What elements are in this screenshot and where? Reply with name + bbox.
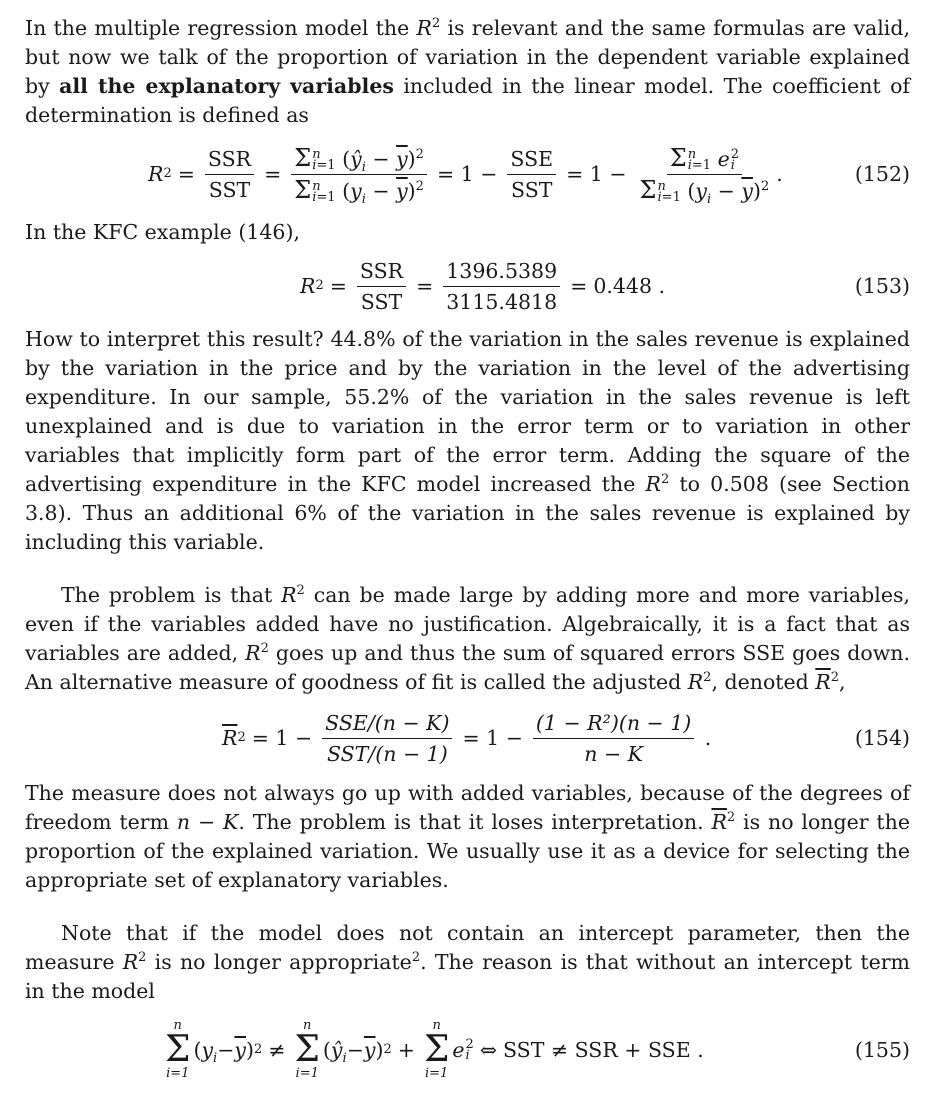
text: to 0.508 (see Section 3.8). Thus an additional 6% of the variation in the sales revenue is explained by including this variable. [25,472,910,554]
bold-text: all the explanatory variables [59,74,394,98]
paragraph-intro: In the multiple regression model the $R^2$ is relevant and the same formulas are valid, but now we talk of the proportion of variation in the dependent variable explained by all the explanatory variables included in the linear model. The coefficient of determination is defined as [25,16,910,127]
equation-number: (153) [854,274,910,298]
text: The measure does not always go up with added variables, because of the degrees of freedom term [25,781,910,834]
equation-155: n Σ i=1 ( $y_i$ − $\overline{y}$ ) 2 ≠ n Σ i=1 ( $ŷ_i$ − $\overline{y}$ ) 2 + n Σ i=1 e 2 i ⇔ SST ≠ SSR + SSE . (155) [165,1018,910,1081]
equation-154: $\overline{R}$ 2 = 1 − $\frac{\text{SSE/(n − K)}}{\text{SST/(n − 1)}}$ = 1 − $\frac{\text{(1 − R²)(n − 1)}}{n - K}$ . (154) [222,710,910,766]
text: can be made large by adding more and more variables, even if the variables added have no justification. Algebraically, it is a fact that as variables are added, [25,583,910,665]
equation-153: R 2 = $\frac{\text{SSR}}{\text{SST}}$ = $\frac{1396.5389}{3115.4818}$ = 0.448 . (153) [300,258,910,314]
r-squared-value: 0.448 [593,274,652,298]
footnote-marker[interactable]: 2 [411,950,421,965]
text: How to interpret this result? 44.8% of the variation in the sales revenue is explained by the variation in the price and by the variation in the level of the advertising expenditure. In our sample, 55.2% of the variation in the sales revenue is left unexplained and is due to variation in the error term or to variation in other variables that implicitly form part of the error term. Adding the square of the advertising expenditure in the KFC model increased the [25,327,910,496]
equation-152: R 2 = $\frac{\text{SSR}}{\text{SST}}$ = Σ n i=1 $(ŷ_i - \overline{y})^2$ Σ n i=1 $(y_i - \overline{y})^2$ = 1 − $\frac{\text{SSE}}{\text{SST}}$ = 1 − Σ n i=1 e 2 i Σ n i=1 $(y_i - \overline{y})^2$ . (152) [148,143,910,207]
sst-label: SST [360,289,403,314]
numerator: (1 − R²)(n − 1) [533,710,694,739]
sst-label: SST [208,177,251,202]
sst-value: 3115.4818 [446,289,558,314]
text: Note that if the model does not contain an intercept parameter, then the measure [25,921,910,974]
math-term: n − K [176,810,239,834]
paragraph-interpretation: How to interpret this result? 44.8% of the variation in the sales revenue is explained by the variation in the price and by the variation in the level of the advertising expenditure. In our sample, 55.2% of the variation in the sales revenue is left unexplained and is due to variation in the error term or to variation in other variables that implicitly form part of the error term. Adding the square of the advertising expenditure in the KFC model increased the $R^2$ to 0.508 (see Section 3.8). Thus an additional 6% of the variation in the sales revenue is explained by including this variable. [25,327,910,554]
sst-label: SST [511,177,553,202]
paragraph-kfc: In the KFC example (146), [25,220,300,244]
text: . The problem is that it loses interpretation. [238,810,712,834]
page [25,14,910,1094]
equation-number: (155) [854,1038,910,1062]
paragraph-intercept: Note that if the model does not contain an intercept parameter, then the measure $R^2$ is no longer appropriate$^2$. The reason is that without an intercept term in the model [25,921,910,1003]
text: . The reason is that without an intercept term in the model [25,950,910,1003]
ssr-label: SSR [205,146,254,175]
equation-number: (154) [854,726,910,750]
text: , denoted [711,670,816,694]
text: is relevant and the same formulas are valid, but now we talk of the proportion of variation in the dependent variable explained by [25,16,910,98]
paragraph-adjusted: The measure does not always go up with added variables, because of the degrees of freedom term n − K. The problem is that it loses interpretation. $\overline{R}^2$ is no longer the proportion of the explained variation. We usually use it as a device for selecting the appropriate set of explanatory variables. [25,781,911,892]
equation-number: (152) [854,162,910,186]
text: is no longer appropriate [146,950,412,974]
sse-label: SSE [507,146,556,175]
ssr-value: 1396.5389 [443,258,560,287]
text: The problem is that [61,583,282,607]
text: is no longer the proportion of the explained variation. We usually use it as a device for selecting the appropriate set of explanatory variables. [25,810,911,892]
denominator: n − K [584,741,643,766]
text: included in the linear model. The coefficient of determination is defined as [25,74,910,127]
text: In the multiple regression model the [25,16,417,40]
ssr-label: SSR [357,258,406,287]
denominator: SST/(n − 1) [326,741,448,766]
paragraph-problem: The problem is that $R^2$ can be made large by adding more and more variables, even if the variables added have no justification. Algebraically, it is a fact that as variables are added, $R^2$ goes up and thus the sum of squared errors SSE goes down. An alternative measure of goodness of fit is called the adjusted $R^2$, denoted $\overline{R}^2$, [25,583,910,694]
text: goes up and thus the sum of squared errors SSE goes down. An alternative measure of goodness of fit is called the adjusted [25,641,910,694]
sst-ssr-sse-relation: SST ≠ SSR + SSE [503,1038,691,1062]
numerator: SSE/(n − K) [322,710,452,739]
